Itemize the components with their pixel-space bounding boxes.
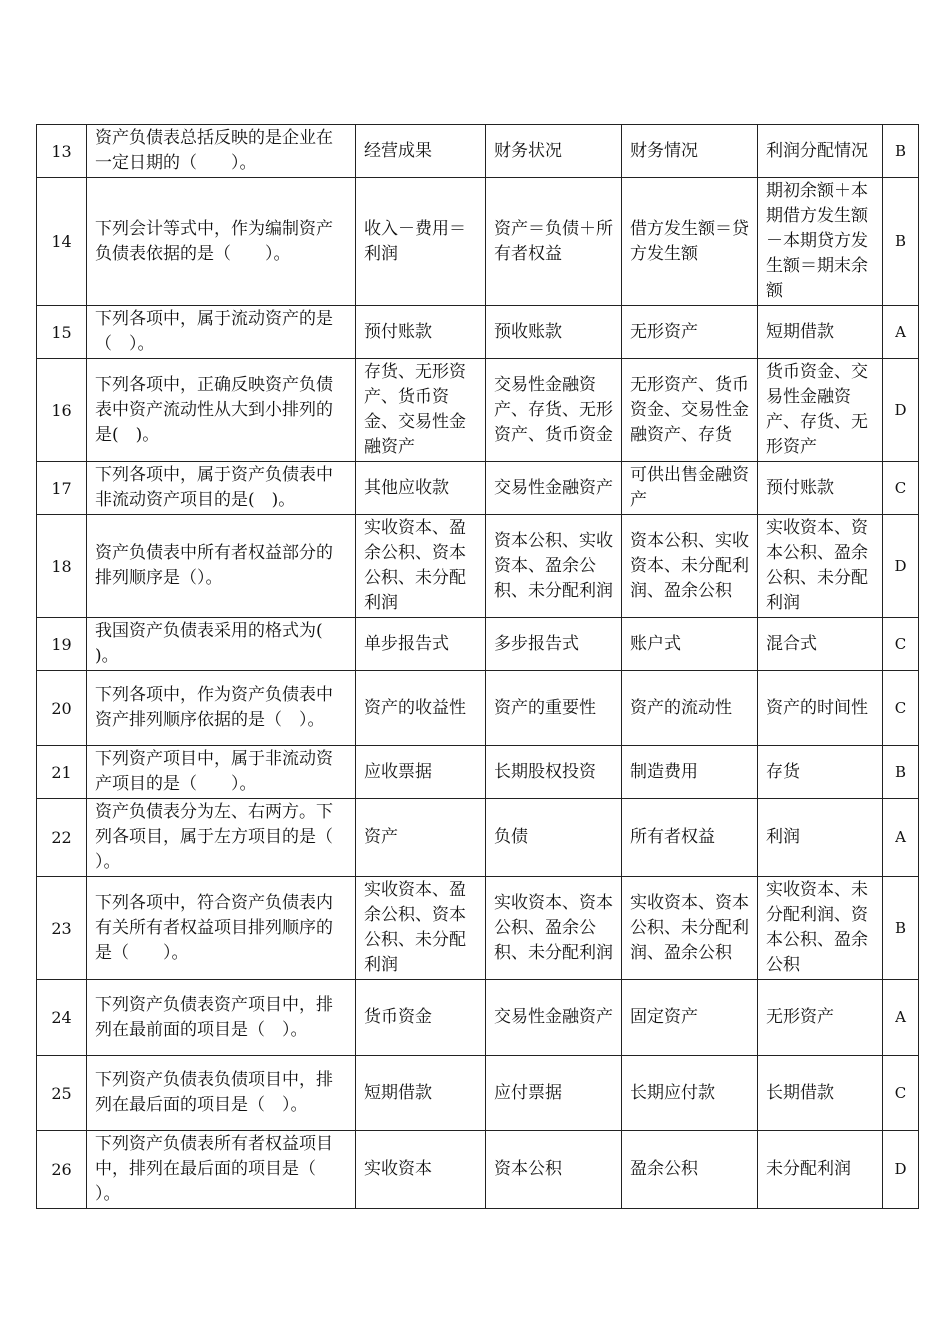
question-row <box>37 877 919 980</box>
option-a: 存货、无形资产、货币资金、交易性金融资产 <box>356 359 486 462</box>
option-b: 长期股权投资 <box>486 746 622 799</box>
question-text: 资产负债表分为左、右两方。下列各项目，属于左方项目的是（ ）。 <box>87 799 356 877</box>
question-text: 下列各项中，符合资产负债表内有关所有者权益项目排列顺序的是（ ）。 <box>87 877 356 980</box>
answer: A <box>883 306 919 359</box>
option-b: 资本公积、实收资本、盈余公积、未分配利润 <box>486 515 622 618</box>
option-c: 财务情况 <box>622 125 758 178</box>
option-d: 资产的时间性 <box>758 671 883 746</box>
question-text: 我国资产负债表采用的格式为( )。 <box>87 618 356 671</box>
option-b: 应付票据 <box>486 1056 622 1131</box>
option-d: 预付账款 <box>758 462 883 515</box>
option-c: 可供出售金融资产 <box>622 462 758 515</box>
option-b: 预收账款 <box>486 306 622 359</box>
option-d: 货币资金、交易性金融资产、存货、无形资产 <box>758 359 883 462</box>
question-row <box>37 178 919 306</box>
question-number: 13 <box>37 125 87 178</box>
answer: B <box>883 877 919 980</box>
option-a: 短期借款 <box>356 1056 486 1131</box>
question-row <box>37 125 919 178</box>
answer: A <box>883 799 919 877</box>
option-a: 资产 <box>356 799 486 877</box>
answer: B <box>883 178 919 306</box>
option-b: 资本公积 <box>486 1131 622 1209</box>
option-c: 制造费用 <box>622 746 758 799</box>
question-number: 19 <box>37 618 87 671</box>
option-c: 资本公积、实收资本、未分配利润、盈余公积 <box>622 515 758 618</box>
answer: C <box>883 462 919 515</box>
option-c: 所有者权益 <box>622 799 758 877</box>
question-row <box>37 671 919 746</box>
option-a: 预付账款 <box>356 306 486 359</box>
question-number: 17 <box>37 462 87 515</box>
question-row <box>37 618 919 671</box>
question-row <box>37 359 919 462</box>
option-d: 短期借款 <box>758 306 883 359</box>
question-row <box>37 980 919 1056</box>
option-d: 存货 <box>758 746 883 799</box>
option-b: 交易性金融资产 <box>486 980 622 1056</box>
option-d: 实收资本、资本公积、盈余公积、未分配利润 <box>758 515 883 618</box>
option-c: 账户式 <box>622 618 758 671</box>
question-text: 下列各项中，正确反映资产负债表中资产流动性从大到小排列的是( )。 <box>87 359 356 462</box>
question-text: 资产负债表中所有者权益部分的排列顺序是（）。 <box>87 515 356 618</box>
option-a: 经营成果 <box>356 125 486 178</box>
option-a: 实收资本、盈余公积、资本公积、未分配利润 <box>356 877 486 980</box>
option-a: 其他应收款 <box>356 462 486 515</box>
option-a: 货币资金 <box>356 980 486 1056</box>
question-text: 下列各项中，属于流动资产的是（ ）。 <box>87 306 356 359</box>
question-row <box>37 1056 919 1131</box>
option-d: 利润分配情况 <box>758 125 883 178</box>
question-number: 20 <box>37 671 87 746</box>
question-number: 24 <box>37 980 87 1056</box>
option-a: 单步报告式 <box>356 618 486 671</box>
answer: C <box>883 618 919 671</box>
answer: D <box>883 515 919 618</box>
question-number: 22 <box>37 799 87 877</box>
option-c: 借方发生额＝贷方发生额 <box>622 178 758 306</box>
question-number: 21 <box>37 746 87 799</box>
question-table <box>36 124 919 1209</box>
option-c: 资产的流动性 <box>622 671 758 746</box>
answer: C <box>883 1056 919 1131</box>
question-number: 16 <box>37 359 87 462</box>
option-d: 利润 <box>758 799 883 877</box>
option-a: 收入－费用＝利润 <box>356 178 486 306</box>
answer: B <box>883 746 919 799</box>
option-b: 实收资本、资本公积、盈余公积、未分配利润 <box>486 877 622 980</box>
option-d: 实收资本、未分配利润、资本公积、盈余公积 <box>758 877 883 980</box>
option-d: 期初余额＋本期借方发生额－本期贷方发生额＝期末余额 <box>758 178 883 306</box>
answer: D <box>883 1131 919 1209</box>
option-b: 交易性金融资产 <box>486 462 622 515</box>
question-row <box>37 515 919 618</box>
question-text: 下列各项中，作为资产负债表中资产排列顺序依据的是（ ）。 <box>87 671 356 746</box>
option-a: 应收票据 <box>356 746 486 799</box>
question-row <box>37 1131 919 1209</box>
question-row <box>37 306 919 359</box>
option-b: 负债 <box>486 799 622 877</box>
option-d: 未分配利润 <box>758 1131 883 1209</box>
option-b: 资产的重要性 <box>486 671 622 746</box>
question-number: 15 <box>37 306 87 359</box>
question-table-body <box>37 125 919 1209</box>
option-d: 混合式 <box>758 618 883 671</box>
option-d: 无形资产 <box>758 980 883 1056</box>
answer: C <box>883 671 919 746</box>
option-b: 多步报告式 <box>486 618 622 671</box>
answer: D <box>883 359 919 462</box>
option-c: 无形资产、货币资金、交易性金融资产、存货 <box>622 359 758 462</box>
option-c: 实收资本、资本公积、未分配利润、盈余公积 <box>622 877 758 980</box>
question-text: 下列各项中，属于资产负债表中非流动资产项目的是( )。 <box>87 462 356 515</box>
option-c: 盈余公积 <box>622 1131 758 1209</box>
question-number: 18 <box>37 515 87 618</box>
option-a: 实收资本、盈余公积、资本公积、未分配利润 <box>356 515 486 618</box>
question-text: 下列资产负债表负债项目中，排列在最后面的项目是（ ）。 <box>87 1056 356 1131</box>
question-row <box>37 799 919 877</box>
question-text: 下列会计等式中，作为编制资产负债表依据的是（ ）。 <box>87 178 356 306</box>
answer: B <box>883 125 919 178</box>
question-text: 资产负债表总括反映的是企业在一定日期的（ ）。 <box>87 125 356 178</box>
question-number: 14 <box>37 178 87 306</box>
option-b: 资产＝负债＋所有者权益 <box>486 178 622 306</box>
option-a: 实收资本 <box>356 1131 486 1209</box>
question-row <box>37 462 919 515</box>
option-a: 资产的收益性 <box>356 671 486 746</box>
question-text: 下列资产项目中，属于非流动资产项目的是（ ）。 <box>87 746 356 799</box>
question-number: 26 <box>37 1131 87 1209</box>
question-number: 23 <box>37 877 87 980</box>
option-b: 交易性金融资产、存货、无形资产、货币资金 <box>486 359 622 462</box>
question-number: 25 <box>37 1056 87 1131</box>
option-c: 固定资产 <box>622 980 758 1056</box>
option-d: 长期借款 <box>758 1056 883 1131</box>
question-text: 下列资产负债表资产项目中，排列在最前面的项目是（ ）。 <box>87 980 356 1056</box>
question-text: 下列资产负债表所有者权益项目中，排列在最后面的项目是（ ）。 <box>87 1131 356 1209</box>
option-c: 无形资产 <box>622 306 758 359</box>
option-c: 长期应付款 <box>622 1056 758 1131</box>
answer: A <box>883 980 919 1056</box>
option-b: 财务状况 <box>486 125 622 178</box>
question-row <box>37 746 919 799</box>
